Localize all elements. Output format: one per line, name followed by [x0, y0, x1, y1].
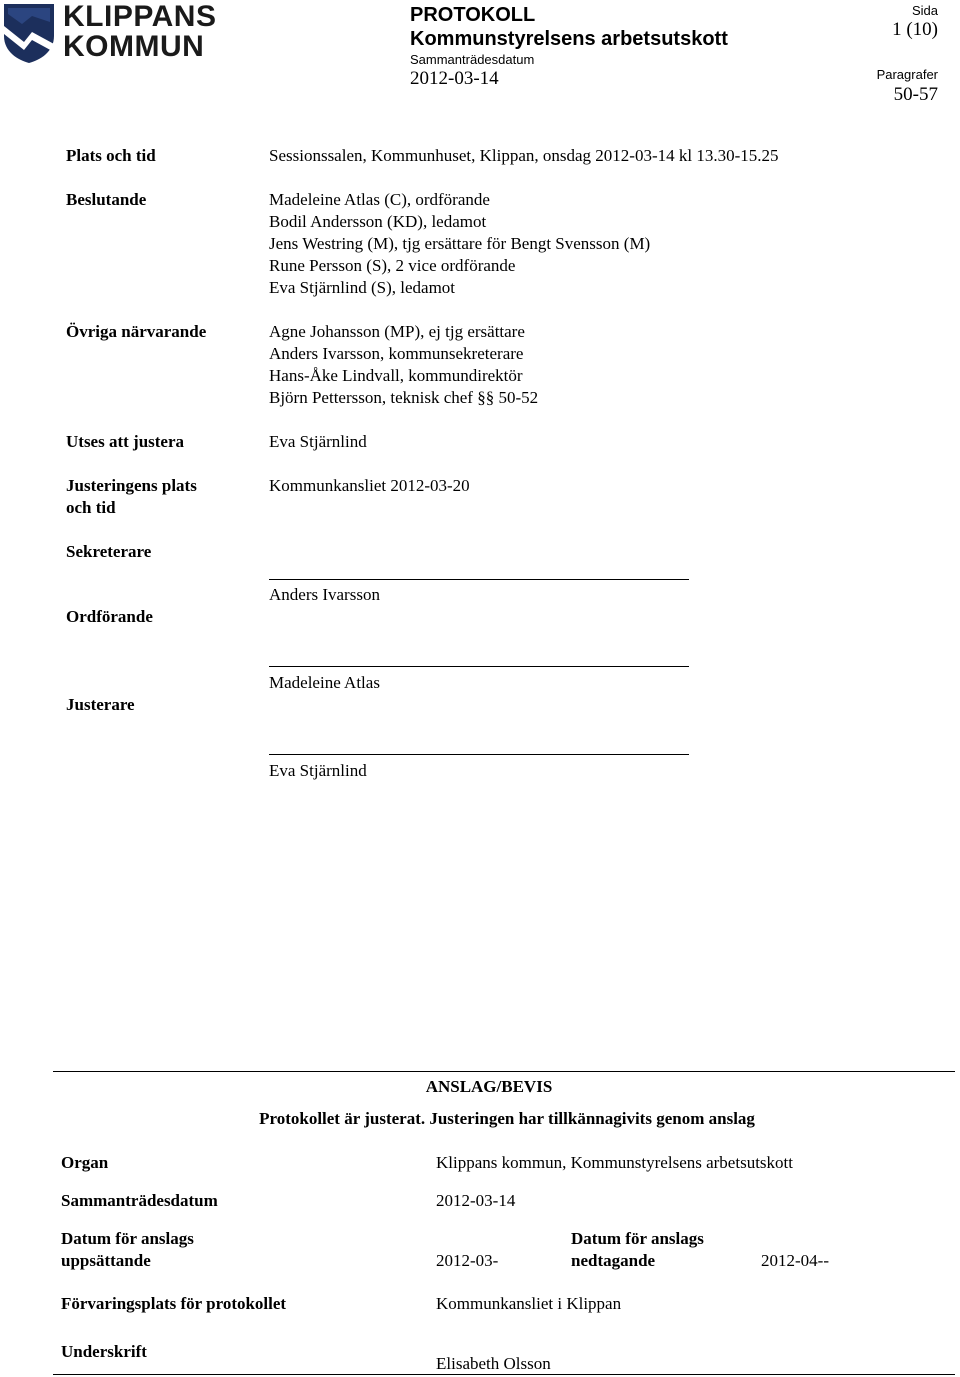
anslag-top-rule: [53, 1071, 955, 1072]
municipality-crest-icon: [2, 2, 56, 64]
adjuster-value: Eva Stjärnlind: [269, 432, 367, 451]
deciding-member: Eva Stjärnlind (S), ledamot: [269, 278, 456, 297]
secretary-label: Sekreterare: [66, 542, 152, 561]
document-type: PROTOKOLL: [410, 4, 536, 26]
paragraphs-range: 50-57: [893, 84, 938, 105]
meeting-date: 2012-03-14: [410, 68, 499, 89]
removed-date-value: 2012-04--: [761, 1251, 829, 1270]
adjust-place-label-line-1: Justeringens plats: [66, 476, 197, 495]
page-label: Sida: [911, 3, 938, 18]
others-present-item: Hans-Åke Lindvall, kommundirektör: [269, 366, 523, 385]
anslag-organ-value: Klippans kommun, Kommunstyrelsens arbetsutskott: [436, 1153, 793, 1172]
meeting-date-label: Sammanträdesdatum: [410, 52, 535, 67]
place-value: Sessionssalen, Kommunhuset, Klippan, onsdag 2012-03-14 kl 13.30-15.25: [269, 146, 779, 165]
anslag-date-value: 2012-03-14: [436, 1191, 516, 1210]
anslag-organ-label: Organ: [61, 1153, 109, 1172]
removed-date-label-line-2: nedtagande: [571, 1251, 656, 1270]
deciding-member: Madeleine Atlas (C), ordförande: [269, 190, 490, 209]
logo-line-2: KOMMUN: [63, 30, 205, 63]
adjust-place-label-line-2: och tid: [66, 498, 116, 517]
secretary-signature-line: [269, 579, 689, 580]
others-present-list: [269, 321, 538, 409]
adjuster-signature-label: Justerare: [66, 695, 135, 714]
storage-value: Kommunkansliet i Klippan: [436, 1294, 622, 1313]
anslag-subtitle: Protokollet är justerat. Justeringen har tillkännagivits genom anslag: [259, 1109, 755, 1128]
adjust-place-label: [66, 475, 197, 519]
municipality-logo-wordmark: [63, 2, 216, 62]
signature-name: Elisabeth Olsson: [436, 1354, 551, 1373]
posted-date-value: 2012-03-: [436, 1251, 499, 1270]
deciding-member: Bodil Andersson (KD), ledamot: [269, 212, 487, 231]
others-present-item: Björn Pettersson, teknisk chef §§ 50-52: [269, 388, 539, 407]
chair-name: Madeleine Atlas: [269, 673, 380, 692]
logo-line-1: KLIPPANS: [63, 0, 217, 33]
others-present-item: Agne Johansson (MP), ej tjg ersättare: [269, 322, 525, 341]
chair-signature-line: [269, 666, 689, 667]
storage-label: Förvaringsplats för protokollet: [61, 1294, 287, 1313]
posted-date-label-line-1: Datum för anslags: [61, 1229, 194, 1248]
secretary-name: Anders Ivarsson: [269, 585, 380, 604]
chair-label: Ordförande: [66, 607, 153, 626]
adjuster-signature-line: [269, 754, 689, 755]
adjuster-name: Eva Stjärnlind: [269, 761, 367, 780]
place-label: Plats och tid: [66, 146, 156, 165]
removed-date-label: [571, 1228, 704, 1272]
deciding-label: Beslutande: [66, 190, 147, 209]
adjuster-label: Utses att justera: [66, 432, 185, 451]
deciding-member: Rune Persson (S), 2 vice ordförande: [269, 256, 516, 275]
others-present-label: Övriga närvarande: [66, 322, 207, 341]
posted-date-label-line-2: uppsättande: [61, 1251, 151, 1270]
paragraphs-label: Paragrafer: [876, 67, 938, 82]
adjust-place-value: Kommunkansliet 2012-03-20: [269, 476, 470, 495]
signature-label: Underskrift: [61, 1342, 147, 1361]
deciding-list: [269, 189, 650, 299]
others-present-item: Anders Ivarsson, kommunsekreterare: [269, 344, 524, 363]
removed-date-label-line-1: Datum för anslags: [571, 1229, 704, 1248]
anslag-bottom-rule: [53, 1374, 955, 1375]
page-number: 1 (10): [892, 19, 938, 40]
organ-name: Kommunstyrelsens arbetsutskott: [410, 28, 728, 50]
anslag-title: ANSLAG/BEVIS: [425, 1077, 553, 1096]
deciding-member: Jens Westring (M), tjg ersättare för Bengt Svensson (M): [269, 234, 651, 253]
posted-date-label: [61, 1228, 194, 1272]
anslag-date-label: Sammanträdesdatum: [61, 1191, 218, 1210]
